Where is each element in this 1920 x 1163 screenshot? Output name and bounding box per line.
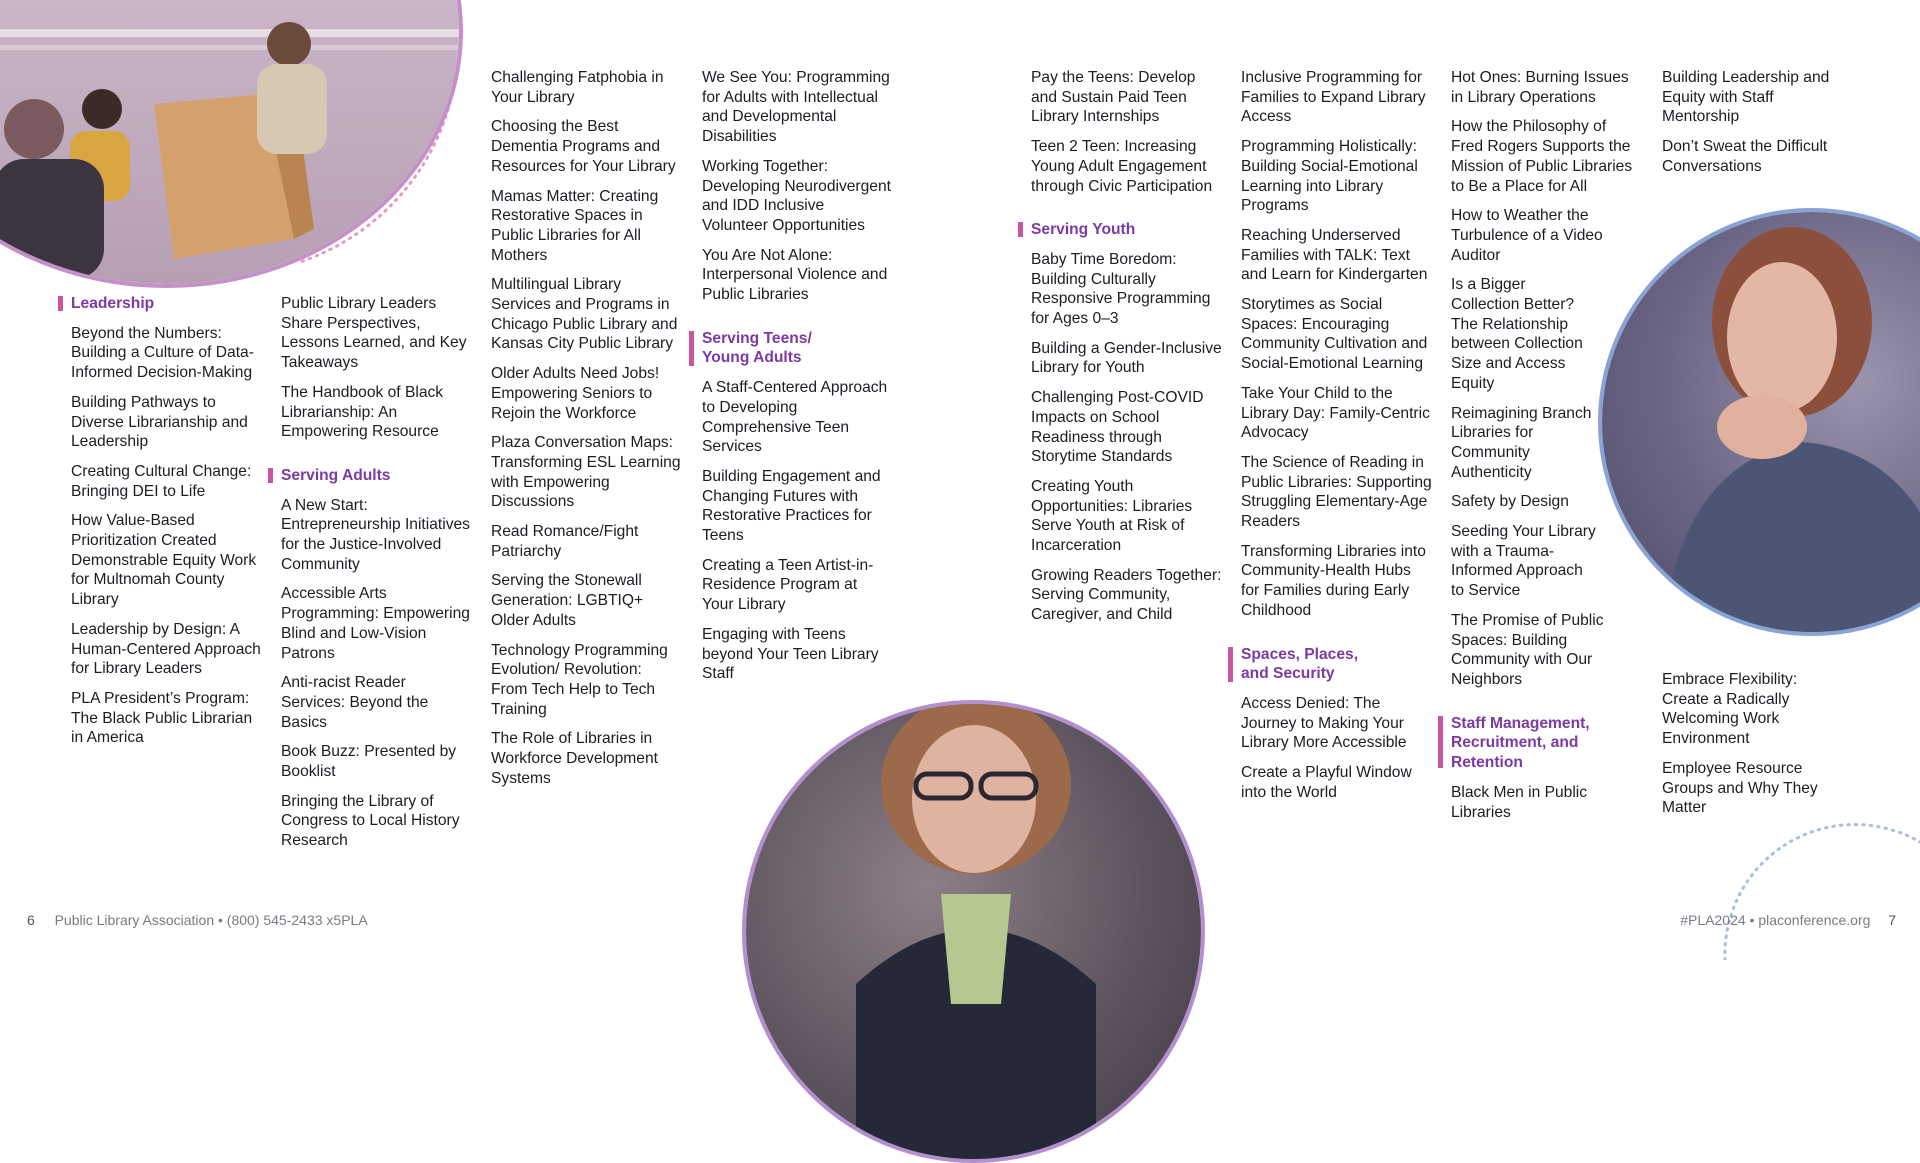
session-title: Is a Bigger Collection Better? The Relationship between Collection Size and Access Equity [1451,276,1583,392]
session-title: Challenging Fatphobia in Your Library [491,69,664,106]
session-title: Pay the Teens: Develop and Sustain Paid Teen Library Internships [1031,69,1196,126]
session-title: Programming Holistically: Building Social-Emotional Learning into Library Programs [1241,138,1418,215]
session-title: Public Library Leaders Share Perspectives, Lessons Learned, and Key Takeaways [281,295,467,372]
session-title: Choosing the Best Dementia Programs and Resources for Your Library [491,118,676,175]
column-leadership [71,294,261,758]
session-title: Safety by Design [1451,493,1569,511]
session-title: How the Philosophy of Fred Rogers Supports the Mission of Public Libraries to Be a Place for All [1451,118,1633,195]
session-title: Older Adults Need Jobs! Empowering Seniors to Rejoin the Workforce [491,365,660,422]
session-title: Reimagining Branch Libraries for Community Authenticity [1451,404,1592,481]
column-staff-management-bottom [1662,670,1832,828]
session-title: Building Pathways to Diverse Librarianship and Leadership [71,393,248,451]
session-title: Engaging with Teens beyond Your Teen Library Staff [702,625,879,683]
session-title: The Promise of Public Spaces: Building Community with Our Neighbors [1451,611,1604,688]
session-title: Technology Programming Evolution/ Revolution: From Tech Help to Tech Training [491,641,668,718]
session-title: Mamas Matter: Creating Restorative Spaces in Public Libraries for All Mothers [491,187,659,264]
session-title: PLA President’s Program: The Black Public Librarian in America [71,689,253,747]
footer-contact: Public Library Association • (800) 545-2433 x5PLA [54,912,368,928]
footer-right [1680,912,1896,928]
session-title: Challenging Post-COVID Impacts on School Readiness through Storytime Standards [1031,389,1204,466]
attendee-woman-glasses-photo [742,700,1205,1163]
session-title: Leadership by Design: A Human-Centered Approach for Library Leaders [71,620,261,678]
session-title: Embrace Flexibility: Create a Radically Welcoming Work Environment [1662,671,1798,748]
session-title: Read Romance/Fight Patriarchy [491,523,639,560]
session-title: Creating Youth Opportunities: Libraries Serve Youth at Risk of Incarceration [1031,477,1193,555]
column-spaces-continued [1451,68,1641,832]
session-title: Creating Cultural Change: Bringing DEI to Life [71,462,252,500]
session-title: Accessible Arts Programming: Empowering Blind and Low-Vision Patrons [281,585,470,662]
session-title: Multilingual Library Services and Programs in Chicago Public Library and Kansas City Public Library [491,276,678,353]
session-title: How to Weather the Turbulence of a Video Auditor [1451,207,1603,264]
session-title: Hot Ones: Burning Issues in Library Operations [1451,69,1629,106]
session-title: Access Denied: The Journey to Making Your Library More Accessible [1241,694,1407,752]
page-number-right: 7 [1888,912,1896,928]
session-title: Black Men in Public Libraries [1451,783,1588,821]
session-title: Building a Gender-Inclusive Library for Youth [1031,339,1222,377]
session-title: We See You: Programming for Adults with Intellectual and Developmental Disabilities [702,69,890,146]
laughing-attendee-photo [1598,208,1920,636]
speaker-at-podium-photo [0,0,463,288]
session-title: Building Leadership and Equity with Staff Mentorship [1662,69,1830,126]
column-serving-adults-continued [491,68,681,799]
section-header-staff-management: Staff Management, Recruitment, and Retention [1438,714,1606,773]
session-title: Employee Resource Groups and Why They Matter [1662,759,1818,817]
session-title: A Staff-Centered Approach to Developing Comprehensive Teen Services [702,379,888,456]
session-title: Building Engagement and Changing Futures with Restorative Practices for Teens [702,467,881,545]
session-title: Plaza Conversation Maps: Transforming ESL Learning with Empowering Discussions [491,434,681,511]
session-title: Transforming Libraries into Community-Health Hubs for Families during Early Childhood [1241,542,1426,619]
session-title: The Role of Libraries in Workforce Development Systems [491,730,658,787]
column-staff-management-top [1662,68,1832,187]
section-header-leadership: Leadership [58,294,261,314]
footer-left [27,912,368,928]
session-title: How Value-Based Prioritization Created Demonstrable Equity Work for Multnomah County Library [71,512,257,609]
session-title: Bringing the Library of Congress to Local History Research [281,792,460,850]
session-title: You Are Not Alone: Interpersonal Violence and Public Libraries [702,246,888,304]
session-title: Anti-racist Reader Services: Beyond the Basics [281,674,429,731]
session-title: Growing Readers Together: Serving Community, Caregiver, and Child [1031,566,1222,624]
session-title: Reaching Underserved Families with TALK: Text and Learn for Kindergarten [1241,226,1428,284]
section-header-serving-teens: Serving Teens/ Young Adults [689,329,822,368]
column-serving-teens [702,68,892,694]
column-serving-adults [281,294,473,861]
session-title: Book Buzz: Presented by Booklist [281,743,457,781]
session-title: Teen 2 Teen: Increasing Young Adult Engagement through Civic Participation [1031,138,1213,195]
session-title: A New Start: Entrepreneurship Initiatives for the Justice-Involved Community [281,496,470,573]
column-serving-youth [1031,68,1223,635]
session-title: Beyond the Numbers: Building a Culture of Data-Informed Decision-Making [71,324,254,382]
session-title: The Handbook of Black Librarianship: An Empowering Resource [281,383,444,441]
session-title: Baby Time Boredom: Building Culturally Responsive Programming for Ages 0–3 [1031,250,1211,328]
column-serving-youth-continued [1241,68,1433,813]
footer-website: #PLA2024 • placonference.org [1680,912,1871,928]
session-title: Working Together: Developing Neurodivergent and IDD Inclusive Volunteer Opportunities [702,157,891,234]
session-title: Storytimes as Social Spaces: Encouraging Community Cultivation and Social-Emotional Learning [1241,296,1428,373]
session-title: Inclusive Programming for Families to Expand Library Access [1241,69,1426,126]
session-title: Creating a Teen Artist-in-Residence Program at Your Library [702,556,874,614]
section-header-serving-youth: Serving Youth [1018,220,1223,240]
section-header-spaces-places-security: Spaces, Places, and Security [1228,645,1371,684]
page-number-left: 6 [27,912,35,928]
session-title: Don’t Sweat the Difficult Conversations [1662,138,1828,175]
session-title: The Science of Reading in Public Libraries: Supporting Struggling Elementary-Age Readers [1241,453,1432,531]
session-title: Create a Playful Window into the World [1241,764,1412,801]
session-title: Take Your Child to the Library Day: Family-Centric Advocacy [1241,384,1430,442]
section-header-serving-adults: Serving Adults [268,466,473,486]
session-title: Seeding Your Library with a Trauma-Informed Approach to Service [1451,523,1596,600]
session-title: Serving the Stonewall Generation: LGBTIQ+ Older Adults [491,572,644,629]
